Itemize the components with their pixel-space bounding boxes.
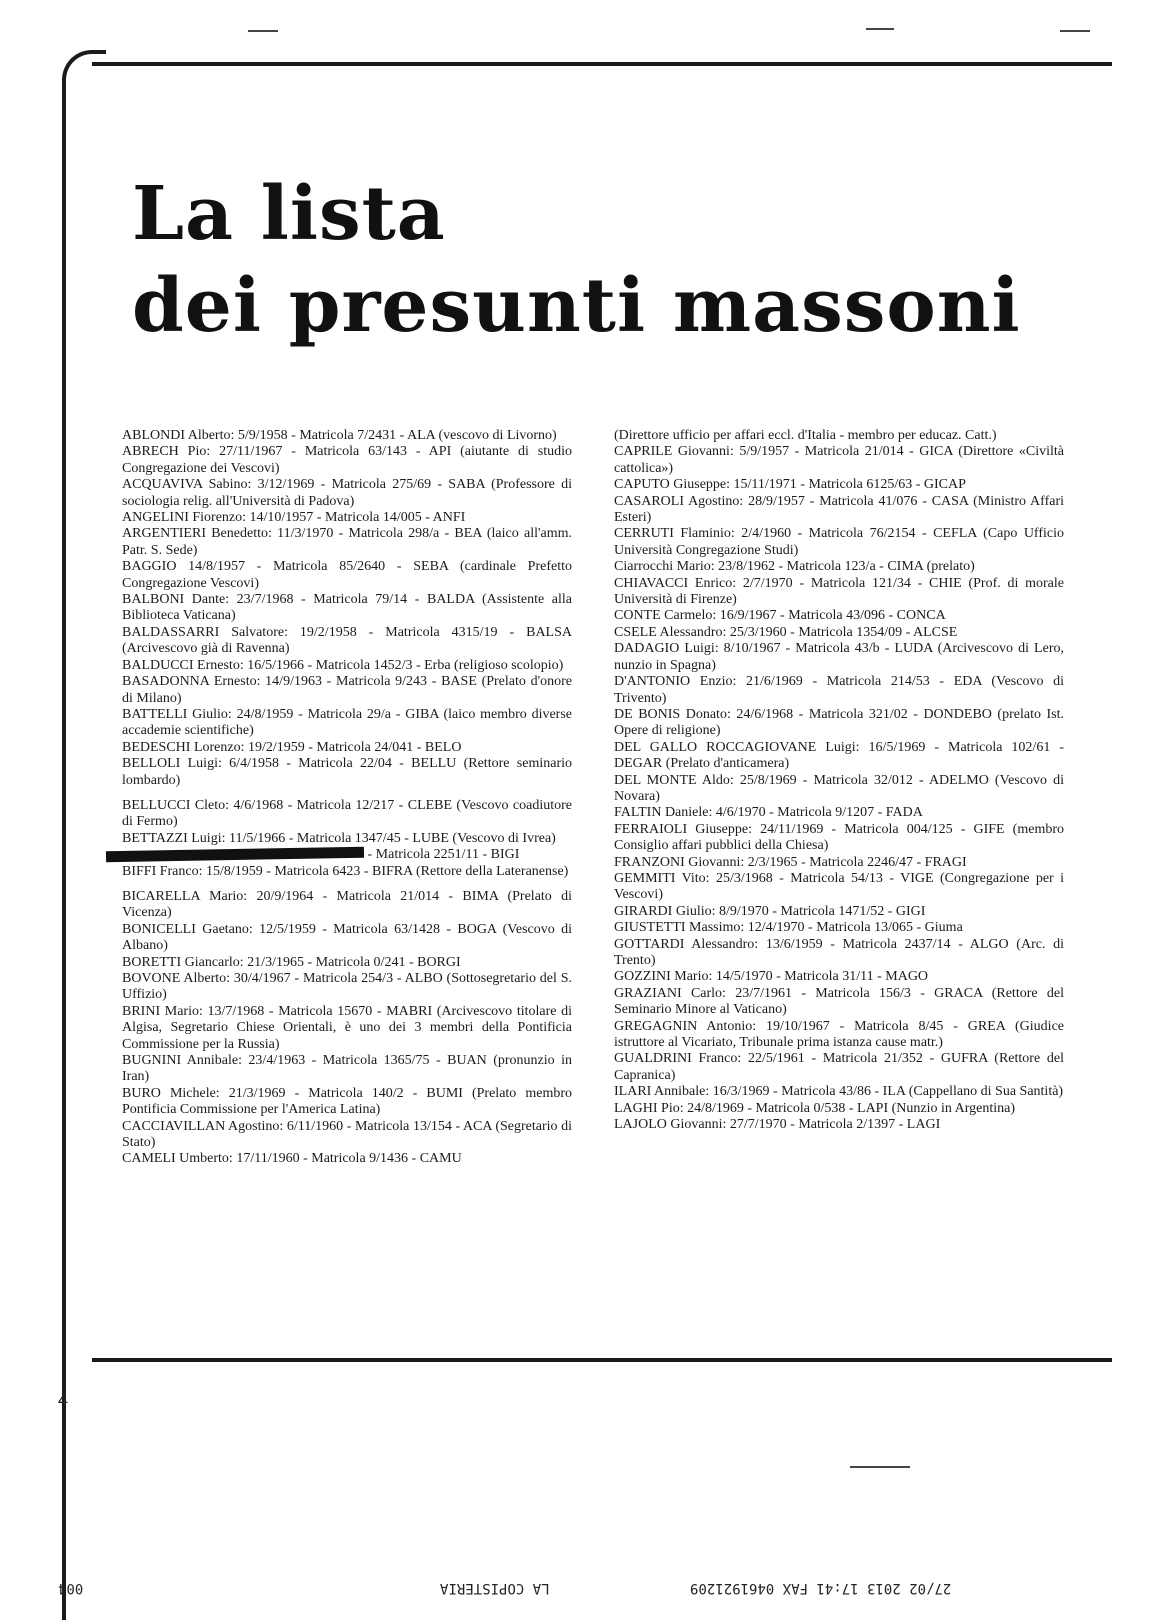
redaction-bar bbox=[106, 847, 364, 863]
list-entry: FALTIN Daniele: 4/6/1970 - Matricola 9/1207 - FADA bbox=[614, 805, 923, 821]
list-entry: CSELE Alessandro: 25/3/1960 - Matricola 1354/09 - ALCSE bbox=[614, 624, 958, 640]
list-entry: BIFFI Franco: 15/8/1959 - Matricola 6423 - BIFRA (Rettore della Lateranense) bbox=[122, 863, 569, 879]
list-entry: CHIAVACCI Enrico: 2/7/1970 - Matricola 121/34 - CHIE (Prof. di morale Università di Firenze) bbox=[614, 575, 1064, 608]
fax-page-counter: 004 bbox=[58, 1580, 84, 1596]
list-entry: CAPRILE Giovanni: 5/9/1957 - Matricola 21/014 - GICA (Direttore «Civiltà cattolica») bbox=[614, 444, 1064, 476]
page-number: 4 bbox=[58, 1390, 69, 1410]
scan-noise bbox=[866, 28, 894, 30]
list-entry: CONTE Carmelo: 16/9/1967 - Matricola 43/096 - CONCA bbox=[614, 608, 946, 624]
list-entry: CERRUTI Flaminio: 2/4/1960 - Matricola 76/2154 - CEFLA (Capo Ufficio Università Congregazione Studi) bbox=[614, 526, 1064, 558]
list-entry: BRINI Mario: 13/7/1968 - Matricola 15670 - MABRI (Arcivescovo titolare di Algisa, Segretario Chiese Orientali, è uno dei 3 membri della Pontificia Commissione per la Russia) bbox=[122, 1003, 572, 1052]
scan-noise bbox=[248, 30, 278, 32]
list-entry: FERRAIOLI Giuseppe: 24/11/1969 - Matricola 004/125 - GIFE (membro Consiglio affari pubblici della Chiesa) bbox=[614, 821, 1064, 854]
list-entry: GIUSTETTI Massimo: 12/4/1970 - Matricola 13/065 - Giuma bbox=[614, 920, 963, 936]
list-entry: BALDUCCI Ernesto: 16/5/1966 - Matricola 1452/3 - Erba (religioso scolopio) bbox=[122, 657, 564, 673]
list-entry: GOZZINI Mario: 14/5/1970 - Matricola 31/11 - MAGO bbox=[614, 969, 929, 985]
list-entry: BUGNINI Annibale: 23/4/1963 - Matricola 1365/75 - BUAN (pronunzio in Iran) bbox=[122, 1053, 572, 1085]
list-entry: ILARI Annibale: 16/3/1969 - Matricola 43/86 - ILA (Cappellano di Sua Santità) bbox=[614, 1084, 1064, 1100]
list-entry: DEL MONTE Aldo: 25/8/1969 - Matricola 32/012 - ADELMO (Vescovo di Novara) bbox=[614, 772, 1064, 804]
list-entry: ANGELINI Fiorenzo: 14/10/1957 - Matricola 14/005 - ANFI bbox=[122, 510, 466, 526]
scan-noise bbox=[1060, 30, 1090, 32]
list-entry: BOVONE Alberto: 30/4/1967 - Matricola 254/3 - ALBO (Sottosegretario del S. Uffizio) bbox=[122, 971, 572, 1003]
list-entry: GOTTARDI Alessandro: 13/6/1959 - Matricola 2437/14 - ALGO (Arc. di Trento) bbox=[614, 936, 1064, 968]
list-entry: GEMMITI Vito: 25/3/1968 - Matricola 54/13 - VIGE (Congregazione per i Vescovi) bbox=[614, 870, 1064, 903]
fax-sender-name: LA COPISTERIA bbox=[440, 1580, 550, 1596]
list-entry: BEDESCHI Lorenzo: 19/2/1959 - Matricola 24/041 - BELO bbox=[122, 739, 462, 755]
list-entry: Ciarrocchi Mario: 23/8/1962 - Matricola 123/a - CIMA (prelato) bbox=[614, 559, 975, 575]
scan-noise bbox=[850, 1466, 910, 1468]
list-entry: BAGGIO 14/8/1957 - Matricola 85/2640 - SEBA (cardinale Prefetto Congregazione Vescovi) bbox=[122, 559, 572, 591]
list-entry: FRANZONI Giovanni: 2/3/1965 - Matricola 2246/47 - FRAGI bbox=[614, 854, 967, 870]
frame-border-top bbox=[92, 62, 1112, 66]
list-entry: ABLONDI Alberto: 5/9/1958 - Matricola 7/2431 - ALA (vescovo di Livorno) bbox=[122, 428, 557, 443]
list-entry: GIRARDI Giulio: 8/9/1970 - Matricola 1471/52 - GIGI bbox=[614, 903, 926, 919]
list-entry: GRAZIANI Carlo: 23/7/1961 - Matricola 156/3 - GRACA (Rettore del Seminario Minore al Vaticano) bbox=[614, 985, 1064, 1018]
title-line-2: dei presunti massoni bbox=[132, 263, 1021, 349]
list-entry: LAGHI Pio: 24/8/1969 - Matricola 0/538 - LAPI (Nunzio in Argentina) bbox=[614, 1100, 1016, 1116]
list-entry: DEL GALLO ROCCAGIOVANE Luigi: 16/5/1969 - Matricola 102/61 - DEGAR (Prelato d'anticamera) bbox=[614, 739, 1064, 772]
list-entry: ACQUAVIVA Sabino: 3/12/1969 - Matricola 275/69 - SABA (Professore di sociologia relig. all'Università di Padova) bbox=[122, 477, 572, 509]
right-column bbox=[614, 428, 1064, 1133]
list-entry: BELLUCCI Cleto: 4/6/1968 - Matricola 12/217 - CLEBE (Vescovo coadiutore di Fermo) bbox=[122, 797, 572, 830]
list-entry: BURO Michele: 21/3/1969 - Matricola 140/2 - BUMI (Prelato membro Pontificia Commissione per l'America Latina) bbox=[122, 1085, 572, 1118]
list-entry: BATTELLI Giulio: 24/8/1959 - Matricola 29/a - GIBA (laico membro diverse accademie scientifiche) bbox=[122, 706, 572, 739]
title-line-1: La lista bbox=[132, 171, 446, 257]
list-entry: BALBONI Dante: 23/7/1968 - Matricola 79/14 - BALDA (Assistente alla Biblioteca Vaticana) bbox=[122, 592, 572, 624]
list-entry: BICARELLA Mario: 20/9/1964 - Matricola 21/014 - BIMA (Prelato di Vicenza) bbox=[122, 888, 572, 921]
list-entry: LAJOLO Giovanni: 27/7/1970 - Matricola 2/1397 - LAGI bbox=[614, 1117, 941, 1133]
frame-border-bottom bbox=[92, 1358, 1112, 1362]
list-entry: DADAGIO Luigi: 8/10/1967 - Matricola 43/b - LUDA (Arcivescovo di Lero, nunzio in Spagna) bbox=[614, 641, 1064, 673]
list-entry: BONICELLI Gaetano: 12/5/1959 - Matricola 63/1428 - BOGA (Vescovo di Albano) bbox=[122, 921, 572, 954]
list-entry: BALDASSARRI Salvatore: 19/2/1958 - Matricola 4315/19 - BALSA (Arcivescovo già di Ravenna) bbox=[122, 624, 572, 657]
list-entry: (Direttore ufficio per affari eccl. d'Italia - membro per educaz. Catt.) bbox=[614, 428, 997, 443]
list-entry: ARGENTIERI Benedetto: 11/3/1970 - Matricola 298/a - BEA (laico all'amm. Patr. S. Sede) bbox=[122, 526, 572, 558]
list-entry: GUALDRINI Franco: 22/5/1961 - Matricola 21/352 - GUFRA (Rettore del Capranica) bbox=[614, 1051, 1064, 1083]
left-column bbox=[122, 428, 572, 1168]
list-entry: BORETTI Giancarlo: 21/3/1965 - Matricola 0/241 - BORGI bbox=[122, 954, 461, 970]
fax-timestamp: 27/02 2013 17:41 FAX 0461921209 bbox=[690, 1580, 952, 1596]
frame-corner-top-left bbox=[62, 50, 106, 88]
list-entry: D'ANTONIO Enzio: 21/6/1969 - Matricola 214/53 - EDA (Vescovo di Trivento) bbox=[614, 674, 1064, 706]
list-entry: CASAROLI Agostino: 28/9/1957 - Matricola 41/076 - CASA (Ministro Affari Esteri) bbox=[614, 493, 1064, 526]
list-entry: GREGAGNIN Antonio: 19/10/1967 - Matricola 8/45 - GREA (Giudice istruttore al Vicariato, Tribunale prima istanza cause matr.) bbox=[614, 1018, 1064, 1051]
list-entry: CAMELI Umberto: 17/11/1960 - Matricola 9/1436 - CAMU bbox=[122, 1151, 462, 1167]
list-entry: DE BONIS Donato: 24/6/1968 - Matricola 321/02 - DONDEBO (prelato Ist. Opere di religione) bbox=[614, 706, 1064, 739]
list-entry: CACCIAVILLAN Agostino: 6/11/1960 - Matricola 13/154 - ACA (Segretario di Stato) bbox=[122, 1118, 572, 1151]
list-entry: BELLOLI Luigi: 6/4/1958 - Matricola 22/04 - BELLU (Rettore seminario lombardo) bbox=[122, 756, 572, 788]
list-entry: ABRECH Pio: 27/11/1967 - Matricola 63/143 - API (aiutante di studio Congregazione dei Vescovi) bbox=[122, 444, 572, 476]
redacted-entry-text: - Matricola 2251/11 - BIGI bbox=[367, 847, 520, 863]
list-entry-redacted bbox=[122, 847, 572, 863]
article-title bbox=[132, 168, 1021, 352]
list-entry: BETTAZZI Luigi: 11/5/1966 - Matricola 1347/45 - LUBE (Vescovo di Ivrea) bbox=[122, 830, 556, 846]
list-entry: BASADONNA Ernesto: 14/9/1963 - Matricola 9/243 - BASE (Prelato d'onore di Milano) bbox=[122, 674, 572, 706]
list-entry: CAPUTO Giuseppe: 15/11/1971 - Matricola 6125/63 - GICAP bbox=[614, 477, 966, 493]
